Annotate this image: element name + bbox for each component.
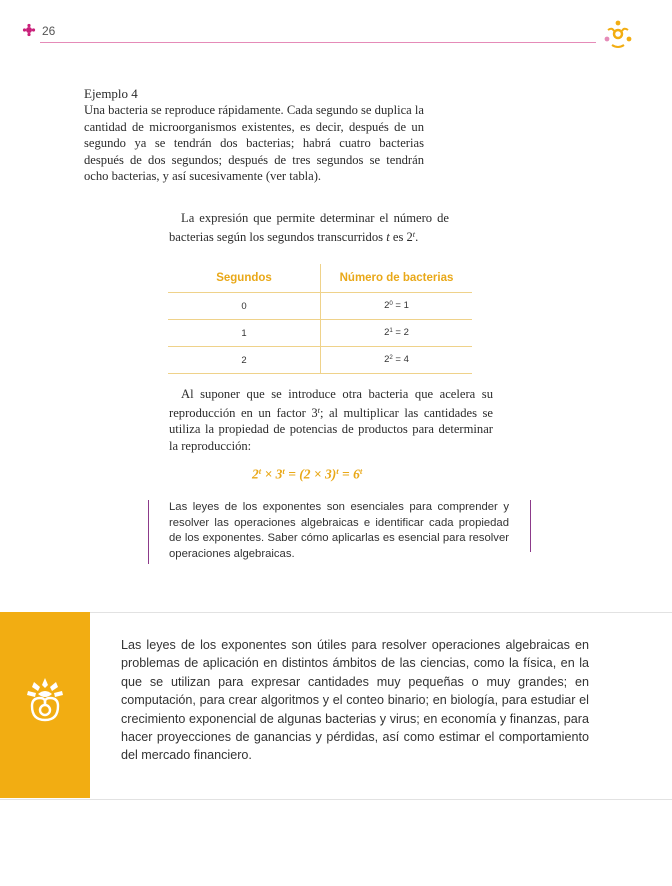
- bacteria-cell: [321, 347, 473, 374]
- bottom-box-text: Las leyes de los exponentes son útiles para resolver operaciones algebraicas en problemas de aplicación en distintos ámbitos de las ciencias, como la física, en la que se utilizan para expresar cantidades muy pequeñas o muy grandes; en computación, para crear algoritmos y el conteo binario; en biología, para estudiar el crecimiento exponencial de algunas bacterias y virus; en economía y finanzas, para hacer proyecciones de ganancias y pérdidas, así como estimar el comportamiento del mercado financiero.: [121, 638, 589, 763]
- column-header-seconds: Segundos: [168, 264, 321, 293]
- expression-exponent: t: [412, 229, 416, 239]
- seconds-cell: 1: [168, 320, 321, 347]
- formula-part: × 3: [261, 466, 283, 482]
- supposition-paragraph: [169, 386, 493, 454]
- example-body: Una bacteria se reproduce rápidamente. Cada segundo se duplica la cantidad de microorganismos existentes, es decir, después de un segundo ya se tendrán dos bacterias; habrá cuatro bacterias después de dos segundos; después de tres segundos se tendrán ocho bacterias, y así sucesivamente (ver tabla).: [84, 103, 424, 183]
- formula-exponent: t: [359, 466, 363, 476]
- supposition-text-after: ; al multiplicar las cantidades se utiliza la propiedad de potencias de productos para determinar la reproducción:: [169, 405, 494, 453]
- expression-text-after: .: [415, 229, 419, 244]
- formula-part: = (2 × 3): [284, 466, 337, 482]
- power-base: 2: [384, 327, 390, 339]
- power-result: = 1: [392, 300, 409, 312]
- table-header-row: [168, 264, 472, 293]
- power-base: 2: [384, 354, 390, 366]
- table-row: [168, 347, 472, 374]
- power-base: 2: [384, 300, 390, 312]
- formula-exponent: t: [336, 466, 339, 476]
- column-header-bacteria: Número de bacterias: [321, 264, 473, 293]
- formula-part: = 6: [338, 466, 360, 482]
- plant-emblem-icon: [24, 676, 66, 724]
- corner-logo-icon: [602, 19, 634, 49]
- bacteria-cell: [321, 293, 473, 320]
- callout-right-bar: [530, 500, 531, 552]
- bacteria-table: [168, 264, 472, 374]
- power-exponent: 0: [389, 300, 393, 308]
- supposition-exponent: t: [317, 405, 320, 415]
- seconds-cell: 0: [168, 293, 321, 320]
- power-result: = 2: [392, 327, 409, 339]
- table-row: [168, 293, 472, 320]
- callout-left-bar: [148, 500, 149, 564]
- expression-text-mid: es 2: [389, 229, 413, 244]
- formula-part: 2: [252, 466, 259, 482]
- callout-text: Las leyes de los exponentes son esenciales para comprender y resolver las operaciones algebraicas e identificar cada propiedad de los exponentes. Saber cómo aplicarlas es esencial para resolver operaciones algebraicas.: [169, 501, 509, 560]
- bacteria-cell: [321, 320, 473, 347]
- table-row: [168, 320, 472, 347]
- formula-exponent: t: [282, 466, 285, 476]
- expression-text-before: La expresión que permite determinar el número de bacterias según los segundos transcurridos: [169, 211, 449, 244]
- formula: [252, 466, 362, 482]
- expression-variable: t: [386, 229, 390, 244]
- supposition-text-before: Al suponer que se introduce otra bacteria que acelera su reproducción en un factor 3: [169, 387, 493, 420]
- power-exponent: 1: [389, 327, 393, 335]
- page-ornament-icon: [22, 23, 36, 37]
- power-result: = 4: [392, 354, 409, 366]
- formula-exponent: t: [258, 466, 262, 476]
- page-number: 26: [42, 24, 56, 38]
- header-rule: [40, 42, 596, 43]
- expression-paragraph: [169, 210, 449, 245]
- power-exponent: 2: [389, 354, 393, 362]
- example-title: Ejemplo 4: [84, 86, 138, 101]
- seconds-cell: 2: [168, 347, 321, 374]
